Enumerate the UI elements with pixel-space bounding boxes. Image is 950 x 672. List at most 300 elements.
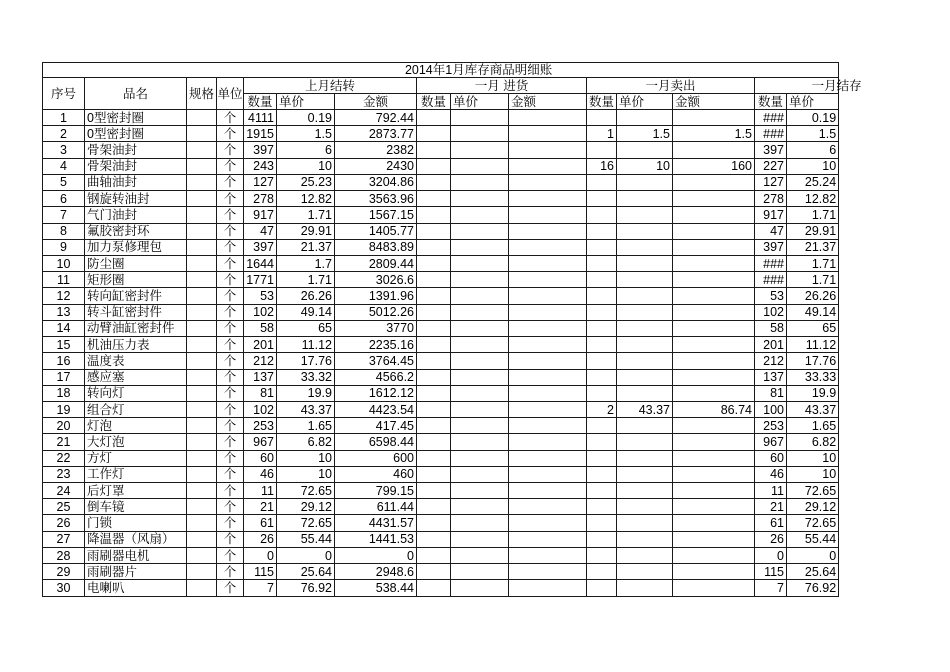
cell-spec <box>187 564 217 580</box>
cell-unit: 个 <box>217 450 244 466</box>
cell-balance-qty: 201 <box>755 337 787 353</box>
table-row <box>43 320 839 336</box>
inventory-ledger-table <box>42 62 862 597</box>
cell-in-price <box>451 142 509 158</box>
cell-out-price <box>617 110 673 126</box>
cell-prev-price: 19.9 <box>277 385 335 401</box>
cell-in-price <box>451 174 509 190</box>
cell-balance-qty: ### <box>755 110 787 126</box>
cell-out-price <box>617 580 673 596</box>
cell-in-amount <box>509 288 587 304</box>
table-row <box>43 288 839 304</box>
cell-in-amount <box>509 158 587 174</box>
cell-out-qty <box>587 434 617 450</box>
cell-in-amount <box>509 434 587 450</box>
cell-balance-qty: 397 <box>755 142 787 158</box>
cell-name: 机油压力表 <box>85 337 187 353</box>
cell-in-qty <box>417 580 451 596</box>
cell-in-qty <box>417 515 451 531</box>
cell-name: 大灯泡 <box>85 434 187 450</box>
cell-out-price <box>617 515 673 531</box>
cell-prev-qty: 201 <box>244 337 277 353</box>
cell-out-price <box>617 483 673 499</box>
cell-name: 方灯 <box>85 450 187 466</box>
cell-no: 17 <box>43 369 85 385</box>
cell-spec <box>187 110 217 126</box>
cell-prev-price: 55.44 <box>277 531 335 547</box>
cell-in-amount <box>509 580 587 596</box>
cell-out-amount <box>673 450 755 466</box>
cell-unit: 个 <box>217 255 244 271</box>
cell-prev-qty: 11 <box>244 483 277 499</box>
cell-balance-qty: 21 <box>755 499 787 515</box>
cell-no: 30 <box>43 580 85 596</box>
cell-out-qty <box>587 515 617 531</box>
cell-in-price <box>451 191 509 207</box>
cell-prev-qty: 1644 <box>244 255 277 271</box>
cell-balance-price: 25.24 <box>787 174 839 190</box>
cell-prev-price: 10 <box>277 450 335 466</box>
cell-name: 加力泵修理包 <box>85 239 187 255</box>
cell-spec <box>187 272 217 288</box>
cell-prev-price: 72.65 <box>277 483 335 499</box>
cell-in-price <box>451 255 509 271</box>
cell-no: 13 <box>43 304 85 320</box>
subheader-in-amount: 金额 <box>509 94 587 110</box>
cell-no: 12 <box>43 288 85 304</box>
cell-balance-price: 6 <box>787 142 839 158</box>
cell-in-amount <box>509 369 587 385</box>
sheet-title-cell <box>43 63 839 78</box>
cell-name: 钢旋转油封 <box>85 191 187 207</box>
cell-prev-qty: 58 <box>244 320 277 336</box>
cell-in-amount <box>509 223 587 239</box>
cell-name: 动臂油缸密封件 <box>85 320 187 336</box>
cell-out-price <box>617 304 673 320</box>
cell-in-qty <box>417 401 451 417</box>
cell-balance-price: 1.71 <box>787 207 839 223</box>
cell-no: 25 <box>43 499 85 515</box>
cell-balance-price: 19.9 <box>787 385 839 401</box>
cell-in-qty <box>417 142 451 158</box>
cell-balance-qty: 46 <box>755 466 787 482</box>
cell-balance-qty: 53 <box>755 288 787 304</box>
cell-spec <box>187 174 217 190</box>
cell-balance-price: 76.92 <box>787 580 839 596</box>
cell-prev-qty: 967 <box>244 434 277 450</box>
cell-unit: 个 <box>217 337 244 353</box>
cell-out-qty <box>587 580 617 596</box>
cell-balance-price: 29.91 <box>787 223 839 239</box>
cell-unit: 个 <box>217 580 244 596</box>
cell-out-price: 1.5 <box>617 126 673 142</box>
cell-name: 骨架油封 <box>85 142 187 158</box>
table-body <box>43 110 839 597</box>
cell-unit: 个 <box>217 418 244 434</box>
cell-out-price <box>617 288 673 304</box>
cell-spec <box>187 353 217 369</box>
cell-out-price: 10 <box>617 158 673 174</box>
subheader-in-price: 单价 <box>451 94 509 110</box>
cell-name: 倒车镜 <box>85 499 187 515</box>
cell-balance-price: 10 <box>787 450 839 466</box>
cell-balance-price: 0 <box>787 547 839 563</box>
cell-prev-qty: 917 <box>244 207 277 223</box>
table-row <box>43 547 839 563</box>
header-seq: 序号 <box>43 78 85 110</box>
cell-no: 20 <box>43 418 85 434</box>
cell-prev-qty: 397 <box>244 142 277 158</box>
cell-balance-price: 17.76 <box>787 353 839 369</box>
cell-prev-qty: 21 <box>244 499 277 515</box>
subheader-in-qty: 数量 <box>417 94 451 110</box>
cell-prev-qty: 4111 <box>244 110 277 126</box>
cell-in-amount <box>509 239 587 255</box>
table-row <box>43 142 839 158</box>
cell-name: 转向缸密封件 <box>85 288 187 304</box>
table-row <box>43 223 839 239</box>
cell-unit: 个 <box>217 564 244 580</box>
cell-out-amount <box>673 110 755 126</box>
cell-unit: 个 <box>217 191 244 207</box>
cell-no: 21 <box>43 434 85 450</box>
cell-prev-price: 0.19 <box>277 110 335 126</box>
cell-out-qty <box>587 531 617 547</box>
cell-in-amount <box>509 207 587 223</box>
cell-prev-amount: 0 <box>335 547 417 563</box>
cell-no: 16 <box>43 353 85 369</box>
cell-unit: 个 <box>217 304 244 320</box>
cell-unit: 个 <box>217 466 244 482</box>
cell-prev-amount: 2873.77 <box>335 126 417 142</box>
cell-in-price <box>451 466 509 482</box>
cell-prev-qty: 47 <box>244 223 277 239</box>
cell-out-price <box>617 223 673 239</box>
cell-balance-price: 25.64 <box>787 564 839 580</box>
header-group-in: 一月 进货 <box>417 78 587 94</box>
table-row <box>43 499 839 515</box>
cell-prev-price: 72.65 <box>277 515 335 531</box>
table-row <box>43 126 839 142</box>
cell-name: 雨刷器电机 <box>85 547 187 563</box>
cell-out-amount <box>673 369 755 385</box>
cell-prev-qty: 212 <box>244 353 277 369</box>
cell-prev-price: 21.37 <box>277 239 335 255</box>
cell-in-price <box>451 353 509 369</box>
cell-prev-qty: 397 <box>244 239 277 255</box>
cell-unit: 个 <box>217 531 244 547</box>
cell-unit: 个 <box>217 207 244 223</box>
cell-in-price <box>451 418 509 434</box>
cell-in-qty <box>417 564 451 580</box>
cell-prev-amount: 1567.15 <box>335 207 417 223</box>
cell-in-qty <box>417 337 451 353</box>
cell-out-price <box>617 142 673 158</box>
cell-prev-price: 49.14 <box>277 304 335 320</box>
cell-prev-amount: 2948.6 <box>335 564 417 580</box>
cell-spec <box>187 531 217 547</box>
header-group-prev: 上月结转 <box>244 78 417 94</box>
cell-in-qty <box>417 483 451 499</box>
cell-out-amount <box>673 531 755 547</box>
cell-out-qty <box>587 288 617 304</box>
cell-in-amount <box>509 531 587 547</box>
cell-balance-qty: 253 <box>755 418 787 434</box>
cell-in-amount <box>509 385 587 401</box>
cell-in-price <box>451 337 509 353</box>
cell-prev-amount: 799.15 <box>335 483 417 499</box>
cell-balance-price: 33.33 <box>787 369 839 385</box>
cell-prev-price: 1.7 <box>277 255 335 271</box>
cell-prev-price: 10 <box>277 158 335 174</box>
cell-balance-qty: 137 <box>755 369 787 385</box>
table-row <box>43 531 839 547</box>
cell-balance-qty: ### <box>755 272 787 288</box>
table-row <box>43 580 839 596</box>
cell-name: 雨刷器片 <box>85 564 187 580</box>
cell-out-amount <box>673 434 755 450</box>
cell-out-price <box>617 369 673 385</box>
cell-prev-qty: 253 <box>244 418 277 434</box>
cell-prev-price: 10 <box>277 466 335 482</box>
cell-name: 转向灯 <box>85 385 187 401</box>
cell-spec <box>187 499 217 515</box>
cell-prev-qty: 26 <box>244 531 277 547</box>
cell-out-price <box>617 337 673 353</box>
cell-in-amount <box>509 337 587 353</box>
cell-out-price <box>617 207 673 223</box>
cell-balance-qty: 102 <box>755 304 787 320</box>
cell-prev-amount: 417.45 <box>335 418 417 434</box>
cell-balance-qty: ### <box>755 126 787 142</box>
cell-in-qty <box>417 547 451 563</box>
subheader-out-amount: 金额 <box>673 94 755 110</box>
cell-unit: 个 <box>217 385 244 401</box>
cell-out-qty <box>587 353 617 369</box>
cell-in-qty <box>417 499 451 515</box>
cell-in-qty <box>417 126 451 142</box>
cell-balance-price: 12.82 <box>787 191 839 207</box>
cell-out-amount <box>673 466 755 482</box>
cell-out-price <box>617 418 673 434</box>
cell-out-amount <box>673 353 755 369</box>
cell-out-amount <box>673 564 755 580</box>
cell-unit: 个 <box>217 320 244 336</box>
cell-no: 2 <box>43 126 85 142</box>
cell-out-qty <box>587 337 617 353</box>
cell-balance-qty: 227 <box>755 158 787 174</box>
cell-in-amount <box>509 564 587 580</box>
cell-name: 后灯罩 <box>85 483 187 499</box>
cell-prev-qty: 127 <box>244 174 277 190</box>
cell-spec <box>187 288 217 304</box>
cell-prev-qty: 81 <box>244 385 277 401</box>
header-group-out: 一月卖出 <box>587 78 755 94</box>
cell-balance-price: 49.14 <box>787 304 839 320</box>
cell-prev-qty: 102 <box>244 401 277 417</box>
cell-out-amount <box>673 191 755 207</box>
cell-unit: 个 <box>217 223 244 239</box>
cell-in-price <box>451 272 509 288</box>
cell-name: 降温器（风扇） <box>85 531 187 547</box>
cell-no: 5 <box>43 174 85 190</box>
table-row <box>43 110 839 126</box>
cell-prev-amount: 1391.96 <box>335 288 417 304</box>
cell-in-qty <box>417 191 451 207</box>
cell-in-amount <box>509 126 587 142</box>
cell-out-qty <box>587 450 617 466</box>
cell-in-price <box>451 110 509 126</box>
cell-name: 温度表 <box>85 353 187 369</box>
cell-no: 19 <box>43 401 85 417</box>
cell-prev-price: 11.12 <box>277 337 335 353</box>
cell-prev-amount: 611.44 <box>335 499 417 515</box>
cell-no: 7 <box>43 207 85 223</box>
cell-out-price <box>617 547 673 563</box>
cell-in-price <box>451 126 509 142</box>
cell-balance-qty: 115 <box>755 564 787 580</box>
cell-unit: 个 <box>217 369 244 385</box>
sheet-title: 2014年1月库存商品明细账 <box>404 63 553 77</box>
cell-unit: 个 <box>217 126 244 142</box>
cell-in-amount <box>509 418 587 434</box>
cell-balance-price: 72.65 <box>787 483 839 499</box>
cell-balance-qty: 58 <box>755 320 787 336</box>
cell-in-price <box>451 580 509 596</box>
cell-balance-qty: 26 <box>755 531 787 547</box>
cell-spec <box>187 466 217 482</box>
cell-out-price <box>617 531 673 547</box>
cell-prev-price: 25.23 <box>277 174 335 190</box>
cell-out-qty <box>587 191 617 207</box>
cell-name: 气门油封 <box>85 207 187 223</box>
cell-unit: 个 <box>217 547 244 563</box>
cell-balance-qty: 47 <box>755 223 787 239</box>
cell-unit: 个 <box>217 353 244 369</box>
table-row <box>43 239 839 255</box>
cell-in-price <box>451 483 509 499</box>
cell-name: 矩形圈 <box>85 272 187 288</box>
header-row-groups <box>43 78 839 94</box>
cell-balance-price: 10 <box>787 466 839 482</box>
cell-prev-amount: 8483.89 <box>335 239 417 255</box>
cell-name: 氟胶密封环 <box>85 223 187 239</box>
cell-prev-qty: 46 <box>244 466 277 482</box>
cell-name: 感应塞 <box>85 369 187 385</box>
cell-spec <box>187 515 217 531</box>
cell-prev-amount: 460 <box>335 466 417 482</box>
cell-prev-amount: 2235.16 <box>335 337 417 353</box>
cell-out-amount <box>673 272 755 288</box>
cell-spec <box>187 401 217 417</box>
cell-out-price <box>617 385 673 401</box>
cell-name: 防尘圈 <box>85 255 187 271</box>
cell-spec <box>187 580 217 596</box>
cell-out-qty <box>587 223 617 239</box>
table-row <box>43 450 839 466</box>
cell-balance-qty: 60 <box>755 450 787 466</box>
cell-spec <box>187 255 217 271</box>
cell-out-qty: 16 <box>587 158 617 174</box>
cell-balance-qty: 81 <box>755 385 787 401</box>
subheader-balance-price: 单价 <box>787 94 839 110</box>
cell-balance-qty: 11 <box>755 483 787 499</box>
cell-out-qty <box>587 483 617 499</box>
cell-in-price <box>451 207 509 223</box>
subheader-out-price: 单价 <box>617 94 673 110</box>
cell-out-qty <box>587 369 617 385</box>
cell-out-amount <box>673 418 755 434</box>
cell-prev-price: 6 <box>277 142 335 158</box>
cell-no: 9 <box>43 239 85 255</box>
cell-in-price <box>451 547 509 563</box>
cell-out-qty <box>587 385 617 401</box>
cell-spec <box>187 158 217 174</box>
cell-balance-price: 6.82 <box>787 434 839 450</box>
cell-prev-amount: 538.44 <box>335 580 417 596</box>
cell-prev-qty: 137 <box>244 369 277 385</box>
cell-in-price <box>451 369 509 385</box>
cell-out-qty <box>587 499 617 515</box>
cell-unit: 个 <box>217 272 244 288</box>
cell-out-amount <box>673 483 755 499</box>
cell-spec <box>187 369 217 385</box>
cell-no: 22 <box>43 450 85 466</box>
cell-prev-amount: 3204.86 <box>335 174 417 190</box>
cell-name: 0型密封圈 <box>85 126 187 142</box>
cell-balance-price: 1.71 <box>787 272 839 288</box>
cell-prev-qty: 1771 <box>244 272 277 288</box>
cell-no: 1 <box>43 110 85 126</box>
cell-spec <box>187 223 217 239</box>
cell-spec <box>187 418 217 434</box>
cell-no: 14 <box>43 320 85 336</box>
cell-out-qty: 2 <box>587 401 617 417</box>
cell-in-amount <box>509 483 587 499</box>
cell-out-price <box>617 450 673 466</box>
cell-spec <box>187 450 217 466</box>
cell-in-amount <box>509 499 587 515</box>
cell-in-amount <box>509 320 587 336</box>
table-row <box>43 174 839 190</box>
table-row <box>43 191 839 207</box>
cell-out-qty <box>587 547 617 563</box>
cell-in-amount <box>509 547 587 563</box>
cell-no: 26 <box>43 515 85 531</box>
cell-prev-amount: 5012.26 <box>335 304 417 320</box>
table-row <box>43 272 839 288</box>
cell-prev-price: 26.26 <box>277 288 335 304</box>
cell-balance-price: 43.37 <box>787 401 839 417</box>
table-row <box>43 418 839 434</box>
cell-out-amount <box>673 515 755 531</box>
cell-in-qty <box>417 272 451 288</box>
header-group-balance: 一月结存 <box>811 78 862 93</box>
cell-out-amount <box>673 223 755 239</box>
cell-out-qty <box>587 418 617 434</box>
cell-no: 8 <box>43 223 85 239</box>
cell-spec <box>187 320 217 336</box>
table-row <box>43 483 839 499</box>
cell-in-qty <box>417 385 451 401</box>
cell-name: 灯泡 <box>85 418 187 434</box>
cell-prev-price: 1.71 <box>277 207 335 223</box>
cell-prev-amount: 4566.2 <box>335 369 417 385</box>
cell-spec <box>187 385 217 401</box>
cell-prev-amount: 3026.6 <box>335 272 417 288</box>
cell-in-qty <box>417 320 451 336</box>
cell-in-price <box>451 304 509 320</box>
